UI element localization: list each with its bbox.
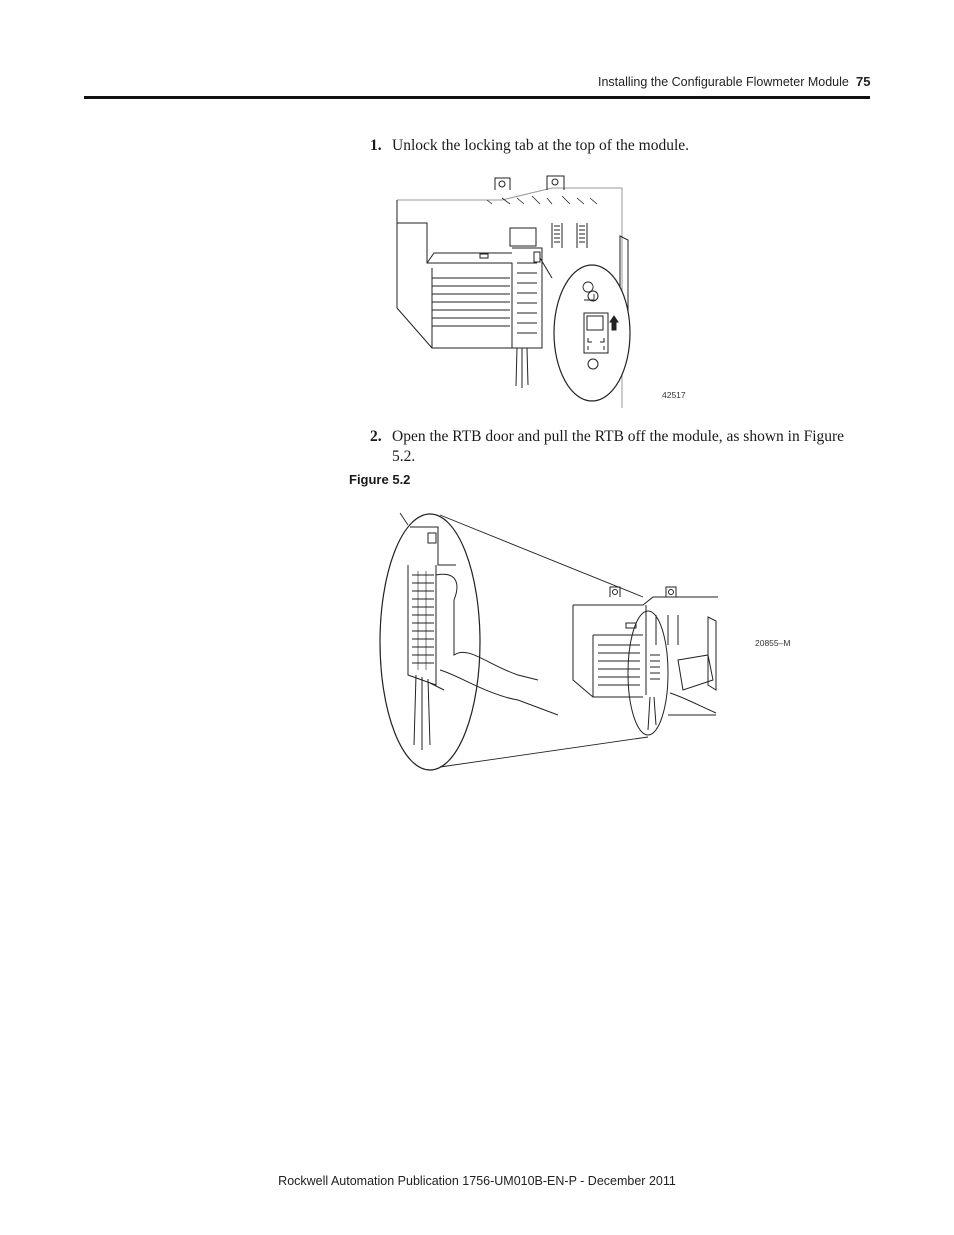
figure-label: Figure 5.2	[349, 472, 411, 487]
step-number: 1.	[370, 137, 382, 154]
figure-code: 42517	[662, 390, 686, 400]
step-text: Open the RTB door and pull the RTB off the module, as shown in Figure 5.2.	[392, 428, 845, 465]
header-rule	[84, 96, 870, 99]
step-text: Unlock the locking tab at the top of the module.	[392, 137, 690, 154]
header-title: Installing the Configurable Flowmeter Module	[598, 75, 849, 89]
locking-tab-illustration	[392, 168, 692, 408]
page-footer: Rockwell Automation Publication 1756-UM010B-EN-P - December 2011	[278, 1174, 676, 1188]
rtb-removal-illustration	[378, 505, 738, 775]
figure-code: 20855–M	[755, 638, 791, 648]
step-number: 2.	[370, 428, 382, 445]
page-number: 75	[856, 74, 871, 89]
